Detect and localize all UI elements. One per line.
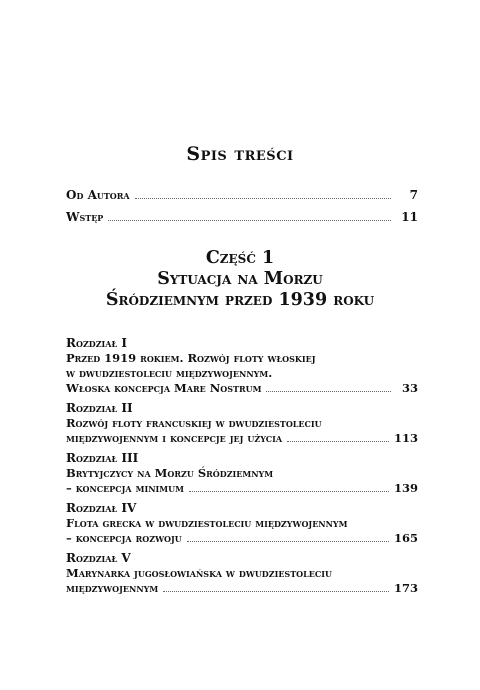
chapter-label: Rozdział II — [66, 401, 133, 415]
chapter-entry-2[interactable] — [66, 400, 418, 446]
chapter-title-last-line — [66, 381, 418, 396]
chapter-title-last-line — [66, 431, 418, 446]
toc-title: Spis treści — [186, 143, 294, 165]
chapter-title-line: międzywojennym i koncepcje jej użycia — [66, 431, 283, 445]
dot-leader — [163, 591, 389, 592]
chapter-label: Rozdział IV — [66, 501, 137, 515]
toc-entry-page: 7 — [409, 188, 418, 202]
chapter-title-line: Brytyjczycy na Morzu Śródziemnym — [66, 466, 274, 480]
chapter-title-line: międzywojennym — [66, 581, 159, 595]
part-title-line-2: Śródziemnym przed 1939 roku — [105, 290, 375, 310]
chapter-label: Rozdział I — [66, 336, 127, 350]
chapter-title-last-line — [66, 581, 418, 596]
dot-leader — [187, 541, 389, 542]
toc-entry-label: Wstęp — [66, 210, 104, 224]
chapter-title-line: Marynarka jugosłowiańska w dwudziestoleciu — [66, 566, 332, 580]
chapter-title-last-line — [66, 531, 418, 546]
chapter-title-line: Flota grecka w dwudziestoleciu międzywojennym — [66, 516, 348, 530]
dot-leader — [266, 391, 391, 392]
chapter-title-line: – koncepcja rozwoju — [66, 531, 182, 545]
chapter-page: 139 — [393, 481, 418, 495]
chapter-entry-3[interactable] — [66, 450, 418, 496]
chapter-label: Rozdział V — [66, 551, 131, 565]
part-title-line-1: Sytuacja na Morzu — [157, 269, 323, 289]
dot-leader — [189, 491, 389, 492]
chapter-entry-5[interactable] — [66, 550, 418, 596]
toc-entry-wstep[interactable] — [66, 210, 418, 225]
toc-entry-od-autora[interactable] — [66, 188, 418, 203]
chapter-title-line: Rozwój floty francuskiej w dwudziestoleciu — [66, 416, 322, 430]
chapter-title-line: Przed 1919 rokiem. Rozwój floty włoskiej — [66, 351, 316, 365]
toc-entry-label: Od Autora — [66, 188, 130, 202]
front-matter-list — [66, 188, 418, 232]
toc-entry-page: 11 — [401, 210, 418, 224]
chapter-title-line: w dwudziestoleciu międzywojennym. — [66, 366, 273, 380]
dot-leader — [135, 198, 391, 199]
chapter-entry-1[interactable] — [66, 335, 418, 396]
chapter-entry-4[interactable] — [66, 500, 418, 546]
chapter-page: 173 — [393, 581, 418, 595]
chapter-title-line: – koncepcja minimum — [66, 481, 184, 495]
dot-leader — [287, 441, 389, 442]
part-number: Część 1 — [205, 248, 275, 268]
chapter-list — [66, 335, 418, 600]
chapter-label: Rozdział III — [66, 451, 139, 465]
chapter-title-line: Włoska koncepcja Mare Nostrum — [66, 381, 262, 395]
chapter-page: 165 — [393, 531, 418, 545]
dot-leader — [108, 220, 391, 221]
chapter-title-last-line — [66, 481, 418, 496]
chapter-page: 113 — [393, 431, 418, 445]
chapter-page: 33 — [401, 381, 418, 395]
part-heading — [0, 248, 480, 311]
